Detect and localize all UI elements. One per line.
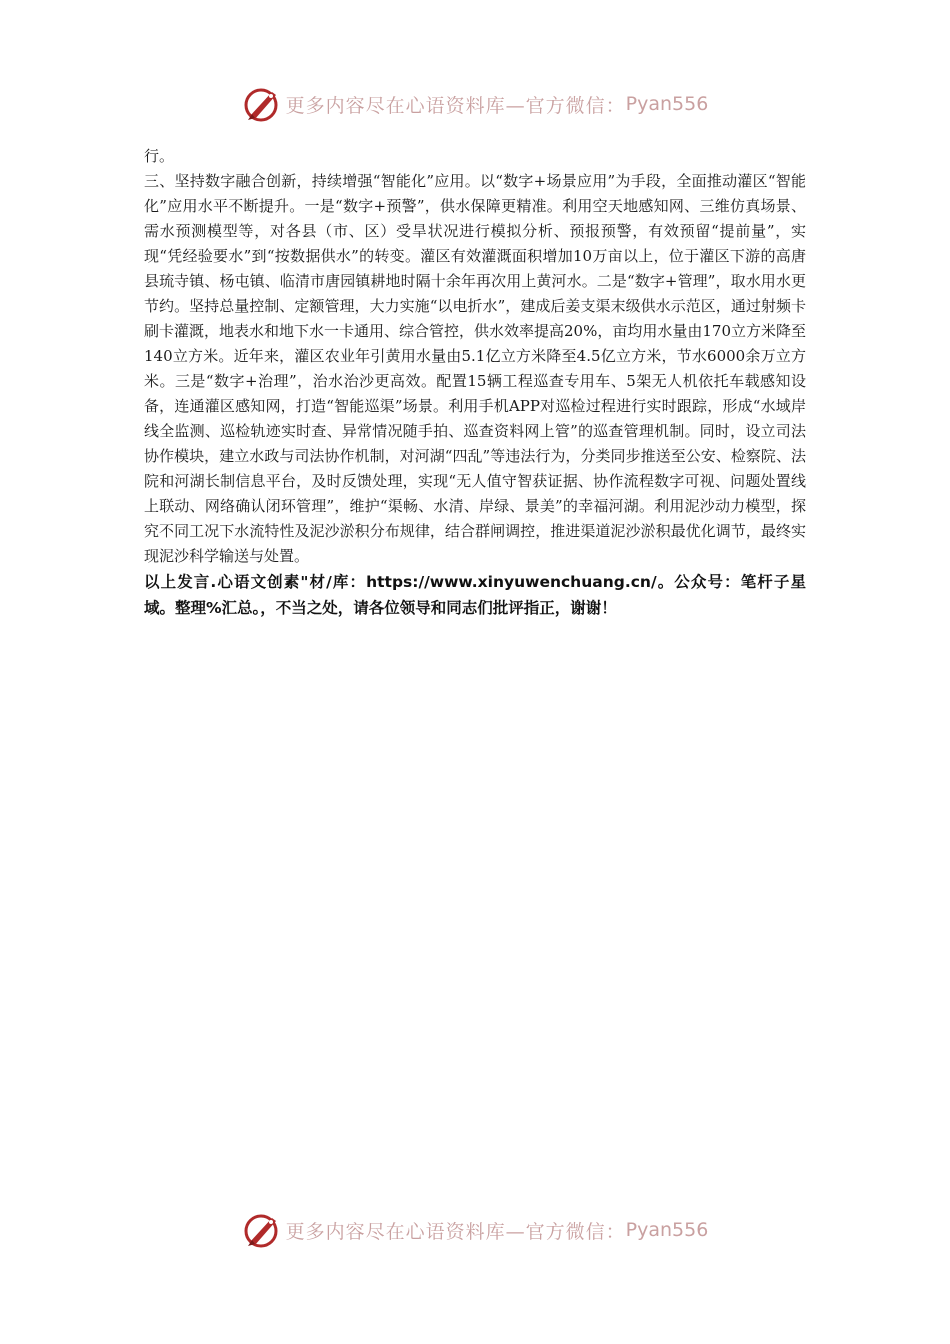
footer-note: 以上发言.心语文创素"材/库：https://www.xinyuwenchuang.cn/。公众号：笔杆子星域。整理%汇总。，不当之处，请各位领导和同志们批评指正，谢谢！ [144,573,806,617]
watermark-text: 更多内容尽在心语资料库—官方微信： [285,94,626,117]
watermark-wechat-id: Pyan556 [625,1219,709,1241]
paragraph-continuation: 行。 [144,147,175,165]
watermark-wechat-id: Pyan556 [625,93,709,115]
brush-logo-icon [242,1210,282,1250]
watermark-text: 更多内容尽在心语资料库—官方微信： [285,1220,626,1243]
brush-logo-icon [242,84,282,124]
footer-watermark [0,1208,950,1252]
header-watermark [0,82,950,126]
document-body [144,144,806,621]
paragraph-section-three: 三、坚持数字融合创新，持续增强“智能化”应用。以“数字+场景应用”为手段，全面推动灌区“智能化”应用水平不断提升。一是“数字+预警”，供水保障更精准。利用空天地感知网、三维仿真场景、需水预测模型等，对各县（市、区）受旱状况进行模拟分析、预报预警，有效预留“提前量”，实现“凭经验要水”到“按数据供水”的转变。灌区有效灌溉面积增加10万亩以上，位于灌区下游的高唐县琉寺镇、杨屯镇、临清市唐园镇耕地时隔十余年再次用上黄河水。二是“数字+管理”，取水用水更节约。坚持总量控制、定额管理，大力实施“以电折水”，建成后姜支渠末级供水示范区，通过射频卡刷卡灌溉，地表水和地下水一卡通用、综合管控，供水效率提高20%，亩均用水量由170立方米降至140立方米。近年来，灌区农业年引黄用水量由5.1亿立方米降至4.5亿立方米，节水6000余万立方米。三是“数字+治理”，治水治沙更高效。配置15辆工程巡查专用车、5架无人机依托车载感知设备，连通灌区感知网，打造“智能巡渠”场景。利用手机APP对巡检过程进行实时跟踪，形成“水域岸线全监测、巡检轨迹实时查、异常情况随手拍、巡查资料网上管”的巡查管理机制。同时，设立司法协作模块，建立水政与司法协作机制，对河湖“四乱”等违法行为，分类同步推送至公安、检察院、法院和河湖长制信息平台，及时反馈处理，实现“无人值守智获证据、协作流程数字可视、问题处置线上联动、网络确认闭环管理”，维护“渠畅、水清、岸绿、景美”的幸福河湖。利用泥沙动力模型，探究不同工况下水流特性及泥沙淤积分布规律，结合群闸调控，推进渠道泥沙淤积最优化调节，最终实现泥沙科学输送与处置。 [144,172,806,565]
